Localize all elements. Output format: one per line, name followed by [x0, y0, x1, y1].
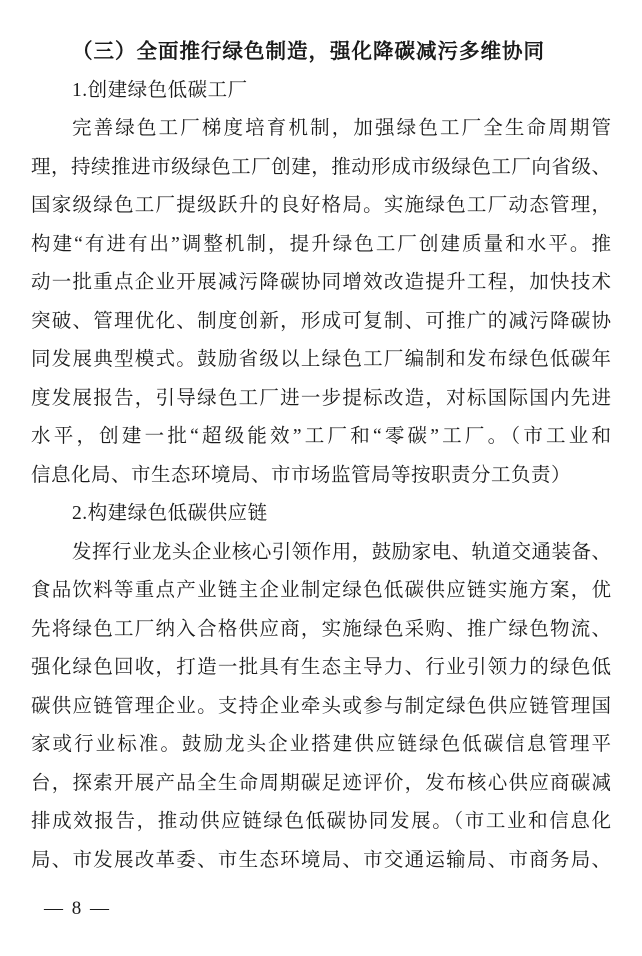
- text-line: 水平，创建一批“超级能效”工厂和“零碳”工厂。（市工业和: [31, 426, 611, 447]
- text-line: 信息化局、市生态环境局、市市场监管局等按职责分工负责）: [31, 464, 572, 486]
- text-line: 家或行业标准。鼓励龙头企业搭建供应链绿色低碳信息管理平: [31, 734, 611, 755]
- text-line: 局、市发展改革委、市生态环境局、市交通运输局、市商务局、: [31, 849, 611, 871]
- text-line: 食品饮料等重点产业链主企业制定绿色低碳供应链实施方案，优: [31, 580, 611, 601]
- text-line: 理，持续推进市级绿色工厂创建，推动形成市级绿色工厂向省级、: [31, 156, 611, 178]
- text-line: 强化绿色回收，打造一批具有生态主导力、行业引领力的绿色低: [31, 657, 611, 678]
- text-line: 同发展典型模式。鼓励省级以上绿色工厂编制和发布绿色低碳年: [31, 349, 611, 370]
- text-line: 碳供应链管理企业。支持企业牵头或参与制定绿色供应链管理国: [31, 695, 611, 717]
- text-line: 先将绿色工厂纳入合格供应商，实施绿色采购、推广绿色物流、: [31, 618, 611, 640]
- section-heading: （三）全面推行绿色制造，强化降碳减污多维协同: [72, 41, 545, 63]
- text-line: 发挥行业龙头企业核心引领作用，鼓励家电、轨道交通装备、: [72, 541, 611, 563]
- text-line: 排成效报告，推动供应链绿色低碳协同发展。（市工业和信息化: [31, 811, 611, 832]
- text-line: 台，探索开展产品全生命周期碳足迹评价，发布核心供应商碳减: [31, 772, 611, 794]
- text-line: 动一批重点企业开展减污降碳协同增效改造提升工程，加快技术: [31, 272, 611, 293]
- document-text-block: [31, 33, 611, 880]
- page-number: — 8 —: [44, 898, 111, 919]
- text-line: 国家级绿色工厂提级跃升的良好格局。实施绿色工厂动态管理，: [31, 195, 611, 216]
- text-line: 完善绿色工厂梯度培育机制，加强绿色工厂全生命周期管: [72, 118, 611, 139]
- text-line: 突破、管理优化、制度创新，形成可复制、可推广的减污降碳协: [31, 310, 611, 332]
- text-line: 构建“有进有出”调整机制，提升绿色工厂创建质量和水平。推: [31, 233, 611, 255]
- subsection-heading-1: 1.创建绿色低碳工厂: [72, 79, 248, 101]
- text-line: 度发展报告，引导绿色工厂进一步提标改造，对标国际国内先进: [31, 387, 611, 409]
- subsection-heading-2: 2.构建绿色低碳供应链: [72, 503, 268, 524]
